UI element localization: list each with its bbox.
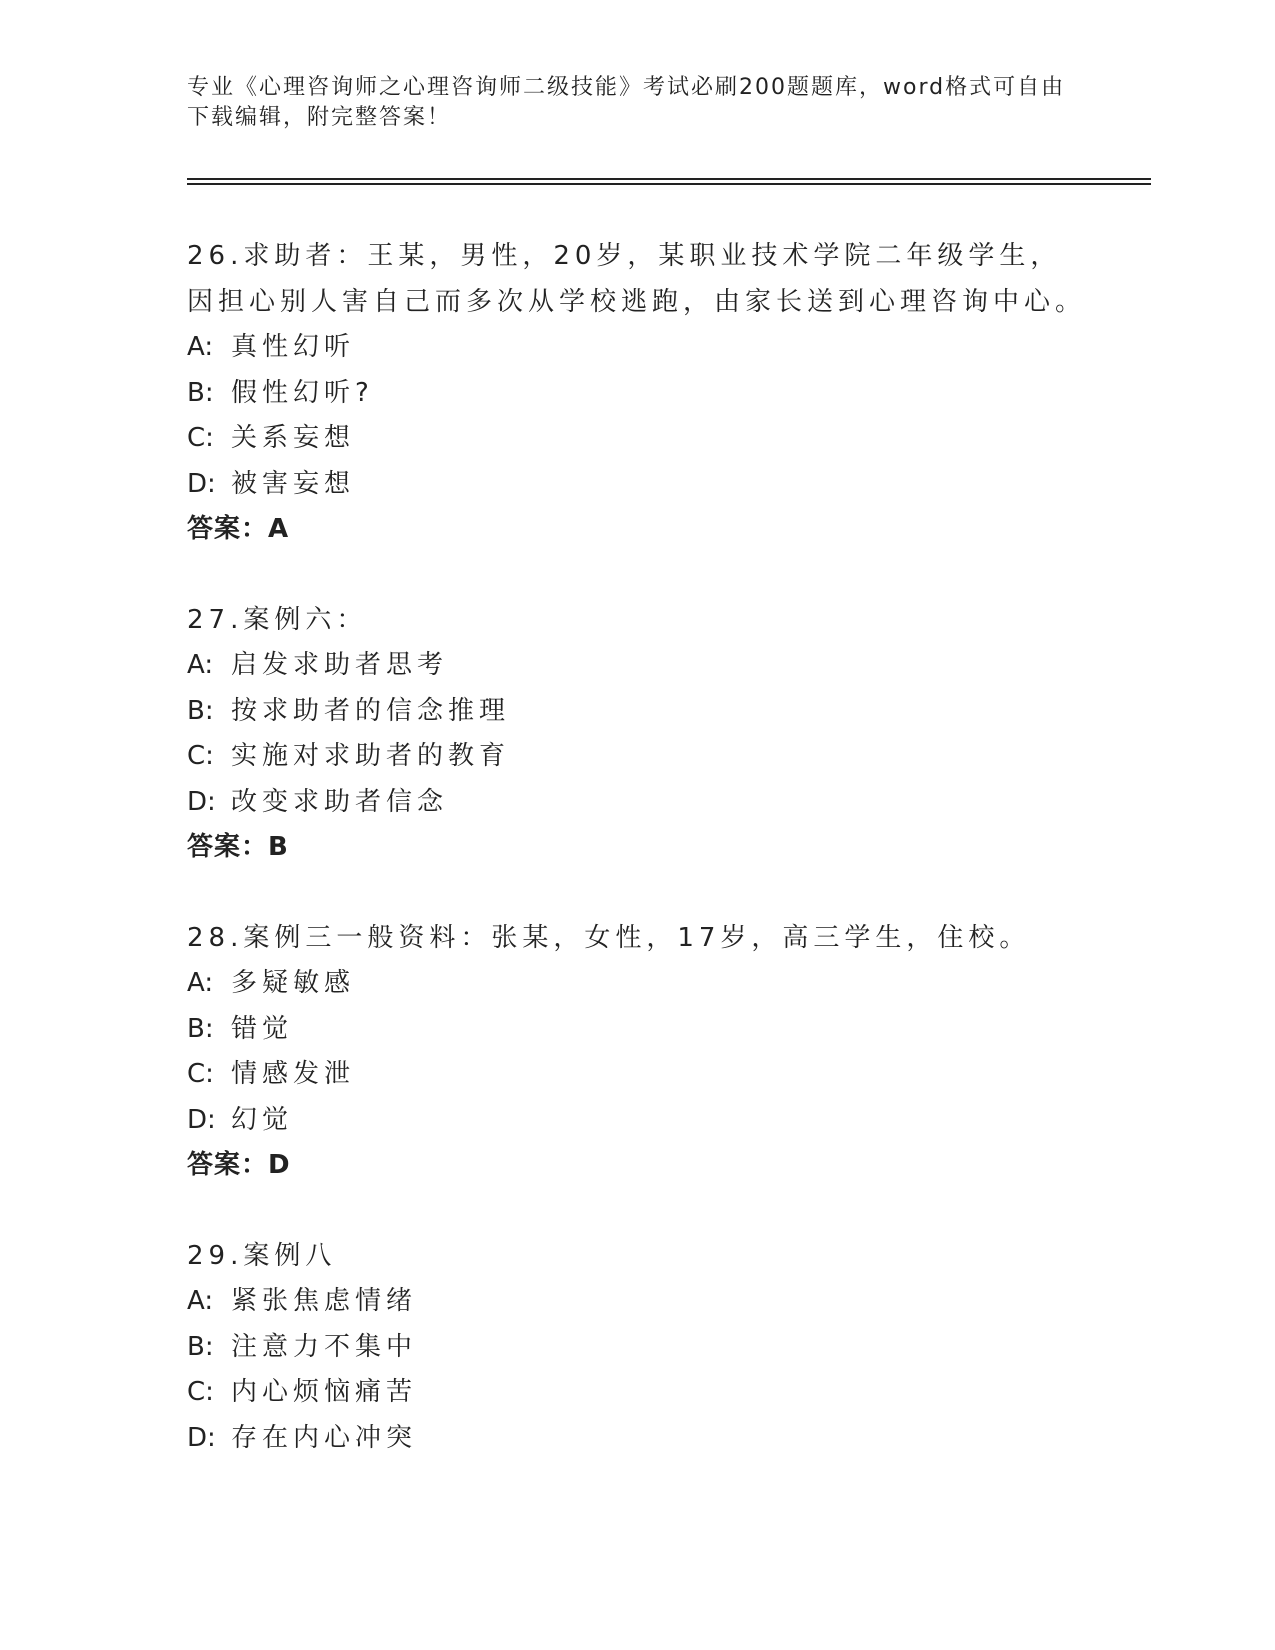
answer-line: 答案：A <box>187 514 290 544</box>
question-stem: 28.案例三一般资料：张某，女性，17岁，高三学生，住校。 <box>187 923 1031 953</box>
option-c <box>187 416 1087 462</box>
option-c <box>187 734 1087 780</box>
question-stem: 29.案例八 <box>187 1241 337 1271</box>
option-d <box>187 1098 1087 1144</box>
option-key: A: <box>187 332 214 362</box>
option-d <box>187 1416 1087 1462</box>
option-key: B: <box>187 1331 214 1362</box>
option-key: C: <box>187 741 214 771</box>
option-text: 存在内心冲突 <box>231 1422 418 1453</box>
option-key: B: <box>187 1013 214 1044</box>
option-text: 启发求助者思考 <box>231 650 449 680</box>
option-d <box>187 462 1087 508</box>
option-text: 错觉 <box>231 1013 294 1044</box>
option-a <box>187 1279 1087 1325</box>
question-26 <box>187 233 1087 553</box>
option-text: 多疑敏感 <box>231 968 356 998</box>
option-text: 紧张焦虑情绪 <box>231 1286 418 1316</box>
option-key: C: <box>187 1059 214 1089</box>
option-key: A: <box>187 968 214 998</box>
answer-line: 答案：B <box>187 832 289 862</box>
option-b <box>187 1325 1087 1371</box>
option-c <box>187 1370 1087 1416</box>
option-d <box>187 780 1087 826</box>
option-a <box>187 961 1087 1007</box>
option-key: B: <box>187 377 214 408</box>
option-key: C: <box>187 1377 214 1407</box>
option-key: A: <box>187 650 214 680</box>
option-a <box>187 325 1087 371</box>
option-key: D: <box>187 786 216 817</box>
option-b <box>187 1007 1087 1053</box>
document-header: 专业《心理咨询师之心理咨询师二级技能》考试必刷200题题库，word格式可自由下载编辑，附完整答案！ <box>187 75 1066 130</box>
option-text: 真性幻听 <box>231 332 356 362</box>
option-key: D: <box>187 1104 216 1135</box>
option-text: 关系妄想 <box>231 423 356 453</box>
option-key: D: <box>187 1422 216 1453</box>
option-b <box>187 689 1087 735</box>
option-key: B: <box>187 695 214 726</box>
question-28 <box>187 915 1087 1189</box>
option-key: C: <box>187 423 214 453</box>
question-stem: 27.案例六： <box>187 605 368 635</box>
option-text: 情感发泄 <box>231 1059 356 1089</box>
header-divider-top <box>187 178 1151 180</box>
option-text: 注意力不集中 <box>231 1331 418 1362</box>
option-a <box>187 643 1087 689</box>
option-text: 按求助者的信念推理 <box>231 695 511 726</box>
question-29 <box>187 1233 1087 1461</box>
header-divider-bottom <box>187 183 1151 185</box>
option-b <box>187 371 1087 417</box>
option-text: 幻觉 <box>231 1104 294 1135</box>
option-text: 改变求助者信念 <box>231 786 449 817</box>
option-text: 被害妄想 <box>231 468 356 499</box>
option-text: 假性幻听? <box>231 377 374 408</box>
option-text: 实施对求助者的教育 <box>231 741 511 771</box>
option-key: D: <box>187 468 216 499</box>
option-key: A: <box>187 1286 214 1316</box>
question-27 <box>187 597 1087 871</box>
option-text: 内心烦恼痛苦 <box>231 1377 418 1407</box>
answer-line: 答案：D <box>187 1150 291 1180</box>
option-c <box>187 1052 1087 1098</box>
question-stem: 26.求助者：王某，男性，20岁，某职业技术学院二年级学生，因担心别人害自己而多次从学校逃跑，由家长送到心理咨询中心。 <box>187 241 1087 317</box>
